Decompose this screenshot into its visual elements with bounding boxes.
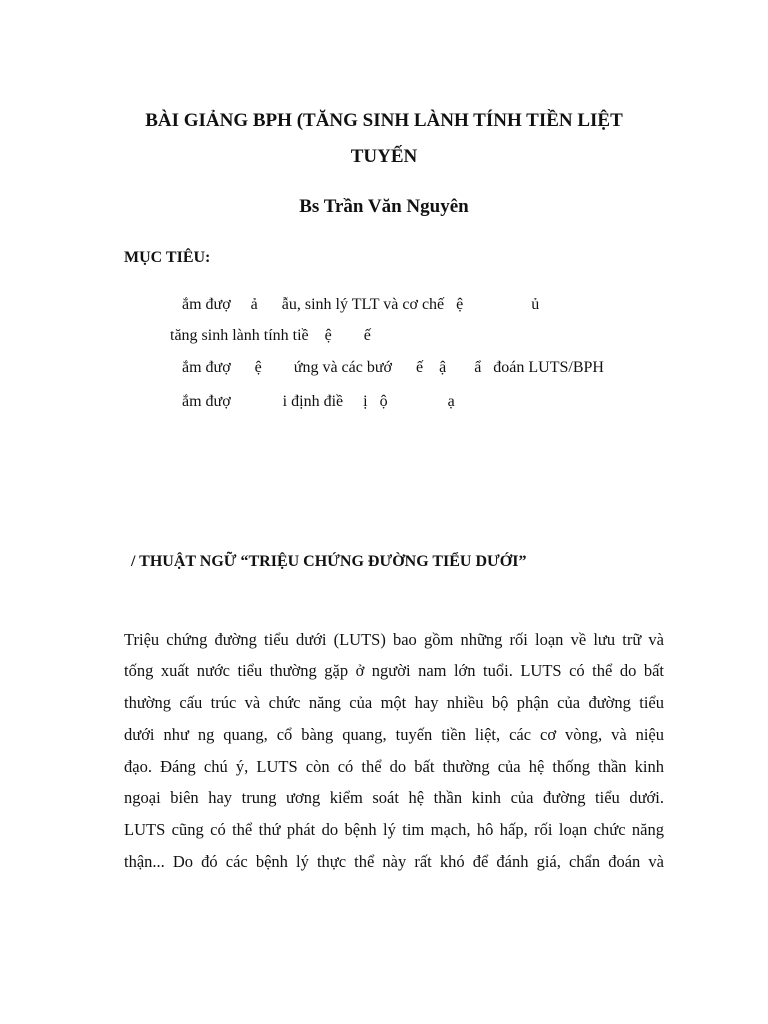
paragraph-line: dưới như ng quang, cổ bàng quang, tuyến tiền liệt, các cơ vòng, và niệu (124, 725, 664, 744)
objective-item: ắm đượ i định điề ị ộ ạ (182, 393, 455, 410)
paragraph-line: ngoại biên hay trung ương kiểm soát hệ thần kinh của đường tiểu dưới. (124, 788, 664, 807)
document-title-line-1: BÀI GIẢNG BPH (TĂNG SINH LÀNH TÍNH TIỀN LIỆT (145, 110, 623, 131)
paragraph-line: thường cấu trúc và chức năng của một hay nhiều bộ phận của đường tiểu (124, 693, 664, 712)
document-title-line-2: TUYẾN (350, 146, 418, 167)
objective-item: ắm đượ ệ ứng và các bướ ế ậ ẩ đoán LUTS/BPH (182, 359, 604, 376)
objective-item-continuation: tăng sinh lành tính tiề ệ ế (170, 327, 371, 344)
paragraph-line: Triệu chứng đường tiểu dưới (LUTS) bao gồm những rối loạn về lưu trữ và (124, 630, 664, 649)
paragraph-line: đạo. Đáng chú ý, LUTS còn có thể do bất thường của hệ thống thần kinh (124, 757, 664, 776)
objectives-heading: MỤC TIÊU: (124, 249, 211, 266)
section-heading: / THUẬT NGỮ “TRIỆU CHỨNG ĐƯỜNG TIỂU DƯỚI” (131, 553, 527, 570)
author-name: Bs Trần Văn Nguyên (299, 196, 469, 217)
paragraph-line: thận... Do đó các bệnh lý thực thể này rất khó để đánh giá, chẩn đoán và (124, 852, 664, 871)
paragraph-line: LUTS cũng có thể thứ phát do bệnh lý tim mạch, hô hấp, rối loạn chức năng (124, 820, 664, 839)
objective-item: ắm đượ ả ẫu, sinh lý TLT và cơ chế ệ ủ (182, 296, 540, 313)
paragraph-line: tống xuất nước tiểu thường gặp ở người nam lớn tuổi. LUTS có thể do bất (124, 661, 664, 680)
